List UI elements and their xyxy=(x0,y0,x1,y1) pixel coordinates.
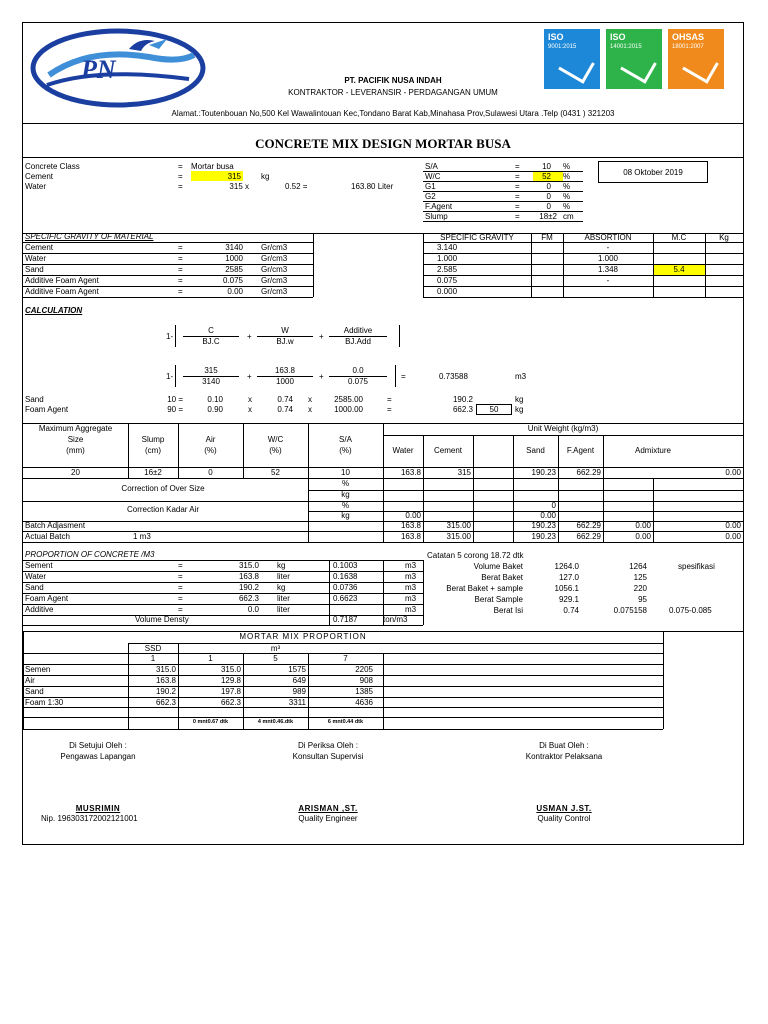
sg-value: 1000 xyxy=(225,254,243,263)
param-label: W/C xyxy=(425,172,441,181)
sign3-name: USMAN J.ST. xyxy=(536,804,592,813)
cert-title: ISO xyxy=(610,32,626,42)
param-unit: % xyxy=(563,182,571,191)
sg-right-abs: - xyxy=(606,243,610,252)
batch-x1: 0.00 xyxy=(635,521,651,530)
calc-heading: CALCULATION xyxy=(25,306,83,315)
cert-title: OHSAS xyxy=(672,32,705,42)
prop-unit: liter xyxy=(277,572,290,581)
sg-label: Additive Foam Agent xyxy=(25,276,99,285)
param-value: 52 xyxy=(542,172,551,181)
note-label: Berat Baket + sample xyxy=(446,584,523,593)
plus-sign: + xyxy=(247,372,252,381)
density-value: 0.7187 xyxy=(333,615,358,624)
cement-unit: kg xyxy=(261,172,270,181)
sg-right-value: 2.585 xyxy=(437,265,458,274)
note-label: Volume Baket xyxy=(473,562,523,571)
th-max: Maximum Aggregate xyxy=(38,424,113,433)
formula1-den: BJ.w xyxy=(276,337,294,346)
note-v1: 0.74 xyxy=(563,606,579,615)
prop-value: 190.2 xyxy=(238,583,259,592)
notes-title: Catatan 5 corong 18.72 dtk xyxy=(427,551,524,560)
cert-badge-iso9001 xyxy=(544,29,600,89)
eq-sign: = xyxy=(178,243,183,252)
prop-value: 163.8 xyxy=(238,572,259,581)
kadar-air-label: Correction Kadar Air xyxy=(126,505,200,514)
note-label: Berat Sample xyxy=(474,595,523,604)
sg-value: 2585 xyxy=(225,265,243,274)
param-unit: cm xyxy=(563,212,574,221)
param-unit: % xyxy=(563,192,571,201)
sg-label: Water xyxy=(25,254,47,263)
eq-sign: = xyxy=(178,265,183,274)
th-admix: Admixture xyxy=(634,446,671,455)
calc-x: x xyxy=(248,405,252,414)
sg-unit: Gr/cm3 xyxy=(261,276,288,285)
calc-sand-result: 190.2 xyxy=(452,395,473,404)
eq-sign: = xyxy=(515,172,520,181)
concrete-class-value: Mortar busa xyxy=(191,162,234,171)
calc-sand-unit: kg xyxy=(515,395,524,404)
th-cement: Cement xyxy=(433,446,462,455)
mortar-cell: 649 xyxy=(292,676,306,685)
document-title: CONCRETE MIX DESIGN MORTAR BUSA xyxy=(255,136,511,151)
sign1-line2: Pengawas Lapangan xyxy=(60,752,136,761)
td-size: 20 xyxy=(71,468,80,477)
sg-header: ABSORTION xyxy=(584,233,632,242)
prop-vunit: m3 xyxy=(405,583,417,592)
actual-admix: 0.00 xyxy=(725,532,741,541)
mortar-cell: 4636 xyxy=(355,698,373,707)
mortar-cell: 1385 xyxy=(355,687,373,696)
prop-label: Additive xyxy=(25,605,54,614)
calc-x: x xyxy=(308,395,312,404)
formula2-num: 163.8 xyxy=(274,366,296,375)
kadar-unit: % xyxy=(341,501,350,510)
water-result: 163.80 Liter xyxy=(351,182,394,191)
prop-vol: 0.1638 xyxy=(333,572,358,581)
param-unit: % xyxy=(563,172,571,181)
td-admix: 0.00 xyxy=(725,468,741,477)
sg-right-value: 0.075 xyxy=(437,276,458,285)
mortar-heading: MORTAR MIX PROPORTION xyxy=(239,632,367,641)
td-air: 0 xyxy=(208,468,213,477)
param-unit: % xyxy=(563,162,571,171)
mortar-cell: 190.2 xyxy=(155,687,176,696)
sg-right-abs: - xyxy=(606,276,610,285)
param-value: 10 xyxy=(542,162,551,171)
actual-water: 163.8 xyxy=(400,532,421,541)
prop-label: Sand xyxy=(25,583,44,592)
eq-sign: = xyxy=(178,254,183,263)
mortar-cell: 908 xyxy=(359,676,373,685)
param-value: 0 xyxy=(546,192,551,201)
sg-value: 3140 xyxy=(225,243,243,252)
over-size-label: Correction of Over Size xyxy=(121,484,205,493)
th-slump: Slump xyxy=(141,435,165,444)
mortar-cell: 989 xyxy=(292,687,306,696)
sg-value: 0.00 xyxy=(227,287,243,296)
eq-sign: = xyxy=(178,561,183,570)
mortar-footer: 0 mnt0.67 dtk xyxy=(192,719,229,725)
formula2-num: 315 xyxy=(204,366,218,375)
prop-value: 315.0 xyxy=(238,561,259,570)
calc-foam-result: 662.3 xyxy=(452,405,473,414)
mortar-footer: 4 mnt0.46.dtk xyxy=(257,719,294,725)
formula1-num: W xyxy=(281,326,289,335)
mortar-cell: 1575 xyxy=(288,665,306,674)
mortar-col: 7 xyxy=(343,654,348,663)
formula2-num: 0.0 xyxy=(352,366,364,375)
sign3-line1: Di Buat Oleh : xyxy=(539,741,589,750)
company-name: PT. PACIFIK NUSA INDAH xyxy=(344,76,442,85)
kadar-water: 0.00 xyxy=(405,511,421,520)
plus-sign: + xyxy=(247,332,252,341)
notes-spec: spesifikasi xyxy=(678,562,715,571)
calc-x: x xyxy=(248,395,252,404)
mortar-footer: 6 mnt0.44 dtk xyxy=(327,719,364,725)
sign2-line1: Di Periksa Oleh : xyxy=(297,741,359,750)
formula2-result: 0.73588 xyxy=(439,372,468,381)
calc-foam-d: 1000.00 xyxy=(334,405,363,414)
td-slump: 16±2 xyxy=(144,468,162,477)
formula1-den: BJ.Add xyxy=(345,337,371,346)
sg-right-value: 1.000 xyxy=(437,254,458,263)
mortar-cell: 662.3 xyxy=(220,698,241,707)
param-label: G2 xyxy=(425,192,436,201)
actual-fagent: 662.29 xyxy=(576,532,601,541)
kadar-sand: 0.00 xyxy=(540,511,556,520)
sg-unit: Gr/cm3 xyxy=(261,265,288,274)
td-sand: 190.23 xyxy=(531,468,556,477)
header-divider xyxy=(23,123,743,124)
calc-eq: = xyxy=(387,395,392,404)
mortar-cell: 129.8 xyxy=(220,676,241,685)
actual-cement: 315.00 xyxy=(446,532,471,541)
logo-text: PN xyxy=(81,55,116,84)
mortar-row-label: Air xyxy=(25,676,35,685)
cert-title: ISO xyxy=(548,32,564,42)
eq-sign: = xyxy=(178,605,183,614)
formula1-den: BJ.C xyxy=(202,337,220,346)
th-water: Water xyxy=(392,446,414,455)
calc-foam-label: Foam Agent xyxy=(25,405,69,414)
batch-fagent: 662.29 xyxy=(576,521,601,530)
eq-sign: = xyxy=(178,287,183,296)
concrete-class-label: Concrete Class xyxy=(25,162,80,171)
note-v2: 0.075158 xyxy=(613,606,647,615)
over-unit: kg xyxy=(341,490,350,499)
eq-sign: = xyxy=(515,162,520,171)
sign2-role: Quality Engineer xyxy=(298,814,358,823)
eq-sign: = xyxy=(515,212,520,221)
th-sa: S/A xyxy=(339,435,352,444)
prop-value: 0.0 xyxy=(247,605,259,614)
prop-vunit: m3 xyxy=(405,561,417,570)
mortar-cell: 662.3 xyxy=(155,698,176,707)
batch-cement: 315.00 xyxy=(446,521,471,530)
batch-label: Batch Adjasment xyxy=(25,521,86,530)
calc-foam-unit: kg xyxy=(515,405,524,414)
mortar-m3: m³ xyxy=(270,644,281,653)
calc-foam-b: 0.90 xyxy=(207,405,223,414)
eq-sign: = xyxy=(178,172,183,181)
mortar-cell: 197.8 xyxy=(220,687,241,696)
mortar-ssd: SSD xyxy=(144,644,162,653)
actual-label: Actual Batch xyxy=(25,532,70,541)
th-sa: (%) xyxy=(339,446,352,455)
mortar-cell: 315.0 xyxy=(220,665,241,674)
eq-sign: = xyxy=(178,572,183,581)
water-value: 315 x xyxy=(229,182,249,191)
param-label: Slump xyxy=(425,212,448,221)
density-label: Volume Densty xyxy=(135,615,189,624)
td-cement: 315 xyxy=(457,468,471,477)
formula1-prefix: 1- xyxy=(166,332,174,341)
prop-vunit: m3 xyxy=(405,594,417,603)
sg-label: Additive Foam Agent xyxy=(25,287,99,296)
sg-header: M.C xyxy=(671,233,687,242)
param-unit: % xyxy=(563,202,571,211)
calc-x: x xyxy=(308,405,312,414)
cert-sub: 9001:2015 xyxy=(548,44,577,50)
formula1-num: Additive xyxy=(343,326,373,335)
prop-vol: 0.1003 xyxy=(333,561,358,570)
note-label: Berat Baket xyxy=(481,573,523,582)
th-wc: W/C xyxy=(267,435,284,444)
proportion-heading: PROPORTION OF CONCRETE /M3 xyxy=(25,550,155,559)
calc-sand-d: 2585.00 xyxy=(334,395,363,404)
prop-unit: liter xyxy=(277,594,290,603)
sg-value: 0.075 xyxy=(222,276,243,285)
cert-badge-iso14001 xyxy=(606,29,662,89)
plus-sign: + xyxy=(319,332,324,341)
sg-header: Kg xyxy=(719,233,729,242)
prop-vunit: m3 xyxy=(405,572,417,581)
note-v2: 95 xyxy=(638,595,647,604)
eq-sign: = xyxy=(178,182,183,191)
actual-x1: 0.00 xyxy=(635,532,651,541)
sg-unit: Gr/cm3 xyxy=(261,287,288,296)
calc-eq: = xyxy=(387,405,392,414)
mortar-cell: 3311 xyxy=(288,698,306,707)
calc-foam-box: 50 xyxy=(489,405,499,414)
title-divider xyxy=(23,157,743,158)
param-value: 0 xyxy=(546,182,551,191)
company-logo xyxy=(29,27,207,109)
over-unit: % xyxy=(341,479,350,488)
param-value: 0 xyxy=(546,202,551,211)
document-page xyxy=(22,22,744,845)
batch-sand: 190.23 xyxy=(531,521,556,530)
note-v3: 0.075-0.085 xyxy=(669,606,712,615)
sign1-nip: Nip. 196303172002121001 xyxy=(41,814,138,823)
td-wc: 52 xyxy=(271,468,280,477)
param-value: 18±2 xyxy=(539,212,557,221)
mortar-row-label: Sand xyxy=(25,687,44,696)
formula2-eq: = xyxy=(401,372,406,381)
eq-sign: = xyxy=(178,583,183,592)
calc-foam-c: 0.74 xyxy=(277,405,293,414)
actual-unit: 1 m3 xyxy=(133,532,151,541)
th-max: Size xyxy=(67,435,84,444)
water-label: Water xyxy=(25,182,47,191)
sg-unit: Gr/cm3 xyxy=(261,243,288,252)
actual-sand: 190.23 xyxy=(531,532,556,541)
eq-sign: = xyxy=(178,162,183,171)
mortar-cell: 2205 xyxy=(355,665,373,674)
th-sand: Sand xyxy=(526,446,545,455)
mortar-row-label: Semen xyxy=(25,665,51,674)
note-v2: 125 xyxy=(633,573,647,582)
prop-unit: liter xyxy=(277,605,290,614)
cert-badge-ohsas xyxy=(668,29,724,89)
water-ratio: 0.52 = xyxy=(285,182,308,191)
note-v1: 929.1 xyxy=(558,595,579,604)
mortar-cell: 315.0 xyxy=(155,665,176,674)
sg-header: FM xyxy=(541,233,553,242)
sg-label: Sand xyxy=(25,265,44,274)
param-label: G1 xyxy=(425,182,436,191)
prop-label: Foam Agent xyxy=(25,594,69,603)
calc-foam-a: 90 = xyxy=(167,405,183,414)
formula2-den: 0.075 xyxy=(347,377,369,386)
sg-header: SPECIFIC GRAVITY xyxy=(440,233,514,242)
sign2-name: ARISMAN ,ST. xyxy=(298,804,358,813)
sg-right-value: 0.000 xyxy=(437,287,458,296)
param-label: S/A xyxy=(425,162,438,171)
sg-right-abs: 1.000 xyxy=(597,254,619,263)
kadar-unit: kg xyxy=(341,511,350,520)
prop-vunit: m3 xyxy=(405,605,417,614)
calc-sand-c: 0.74 xyxy=(277,395,293,404)
formula2-den: 3140 xyxy=(202,377,220,386)
note-label: Berat Isi xyxy=(493,606,523,615)
kadar-sand-pct: 0 xyxy=(551,501,556,510)
note-v1: 127.0 xyxy=(558,573,579,582)
note-v2: 1264 xyxy=(629,562,647,571)
prop-value: 662.3 xyxy=(238,594,259,603)
th-slump: (cm) xyxy=(145,446,161,455)
eq-sign: = xyxy=(178,594,183,603)
batch-water: 163.8 xyxy=(400,521,421,530)
prop-label: Sement xyxy=(25,561,53,570)
mortar-cell: 163.8 xyxy=(155,676,176,685)
company-address: Alamat.:Toutenbouan No,500 Kel Wawalintouan Kec,Tondano Barat Kab,Minahasa Prov,Sulawesi Utara .Telp (0431 ) 321203 xyxy=(171,109,615,118)
batch-admix: 0.00 xyxy=(725,521,741,530)
sg-label: Cement xyxy=(25,243,54,252)
date-text: 08 Oktober 2019 xyxy=(623,168,683,177)
formula2-prefix: 1- xyxy=(166,372,174,381)
sg-unit: Gr/cm3 xyxy=(261,254,288,263)
prop-vol: 0.6623 xyxy=(333,594,358,603)
sg-heading: SPECIFIC GRAVITY OF MATERIAL xyxy=(25,232,154,241)
mortar-col: 5 xyxy=(273,654,278,663)
sign2-line2: Konsultan Supervisi xyxy=(292,752,364,761)
prop-vol: 0.0736 xyxy=(333,583,358,592)
sign3-line2: Kontraktor Pelaksana xyxy=(525,752,603,761)
calc-sand-b: 0.10 xyxy=(207,395,223,404)
formula1-num: C xyxy=(208,326,214,335)
mortar-col: 1 xyxy=(208,654,213,663)
note-v2: 220 xyxy=(633,584,647,593)
th-wc: (%) xyxy=(269,446,282,455)
param-label: F.Agent xyxy=(425,202,453,211)
sign1-line1: Di Setujui Oleh : xyxy=(69,741,127,750)
company-subtitle: KONTRAKTOR - LEVERANSIR - PERDAGANGAN UMUM xyxy=(288,88,498,97)
eq-sign: = xyxy=(515,192,520,201)
th-unit-weight: Unit Weight (kg/m3) xyxy=(527,424,599,433)
note-v1: 1056.1 xyxy=(554,584,579,593)
sg-right-mc: 5.4 xyxy=(673,265,685,274)
sign3-role: Quality Control xyxy=(537,814,591,823)
td-fagent: 662.29 xyxy=(576,468,601,477)
density-unit: ton/m3 xyxy=(383,615,408,624)
cert-sub: 18001:2007 xyxy=(672,44,704,50)
th-fagent: F.Agent xyxy=(566,446,595,455)
eq-sign: = xyxy=(515,182,520,191)
mortar-row-label: Foam 1:30 xyxy=(25,698,64,707)
plus-sign: + xyxy=(319,372,324,381)
sign1-name: MUSRIMIN xyxy=(75,804,121,813)
mortar-col: 1 xyxy=(150,654,156,663)
prop-unit: kg xyxy=(277,583,286,592)
formula2-unit: m3 xyxy=(515,372,527,381)
prop-unit: kg xyxy=(277,561,286,570)
th-max: (mm) xyxy=(66,446,85,455)
eq-sign: = xyxy=(178,276,183,285)
th-air: Air xyxy=(205,435,216,444)
eq-sign: = xyxy=(515,202,520,211)
th-air: (%) xyxy=(204,446,217,455)
cement-label: Cement xyxy=(25,172,54,181)
td-sa: 10 xyxy=(341,468,350,477)
sg-right-abs: 1.348 xyxy=(597,265,619,274)
td-water: 163.8 xyxy=(400,468,421,477)
cement-value: 315 xyxy=(227,172,241,181)
prop-label: Water xyxy=(25,572,47,581)
sg-right-value: 3.140 xyxy=(437,243,458,252)
cert-sub: 14001:2015 xyxy=(610,44,642,50)
calc-sand-label: Sand xyxy=(25,395,44,404)
note-v1: 1264.0 xyxy=(554,562,579,571)
calc-sand-a: 10 = xyxy=(167,395,183,404)
formula2-den: 1000 xyxy=(276,377,294,386)
